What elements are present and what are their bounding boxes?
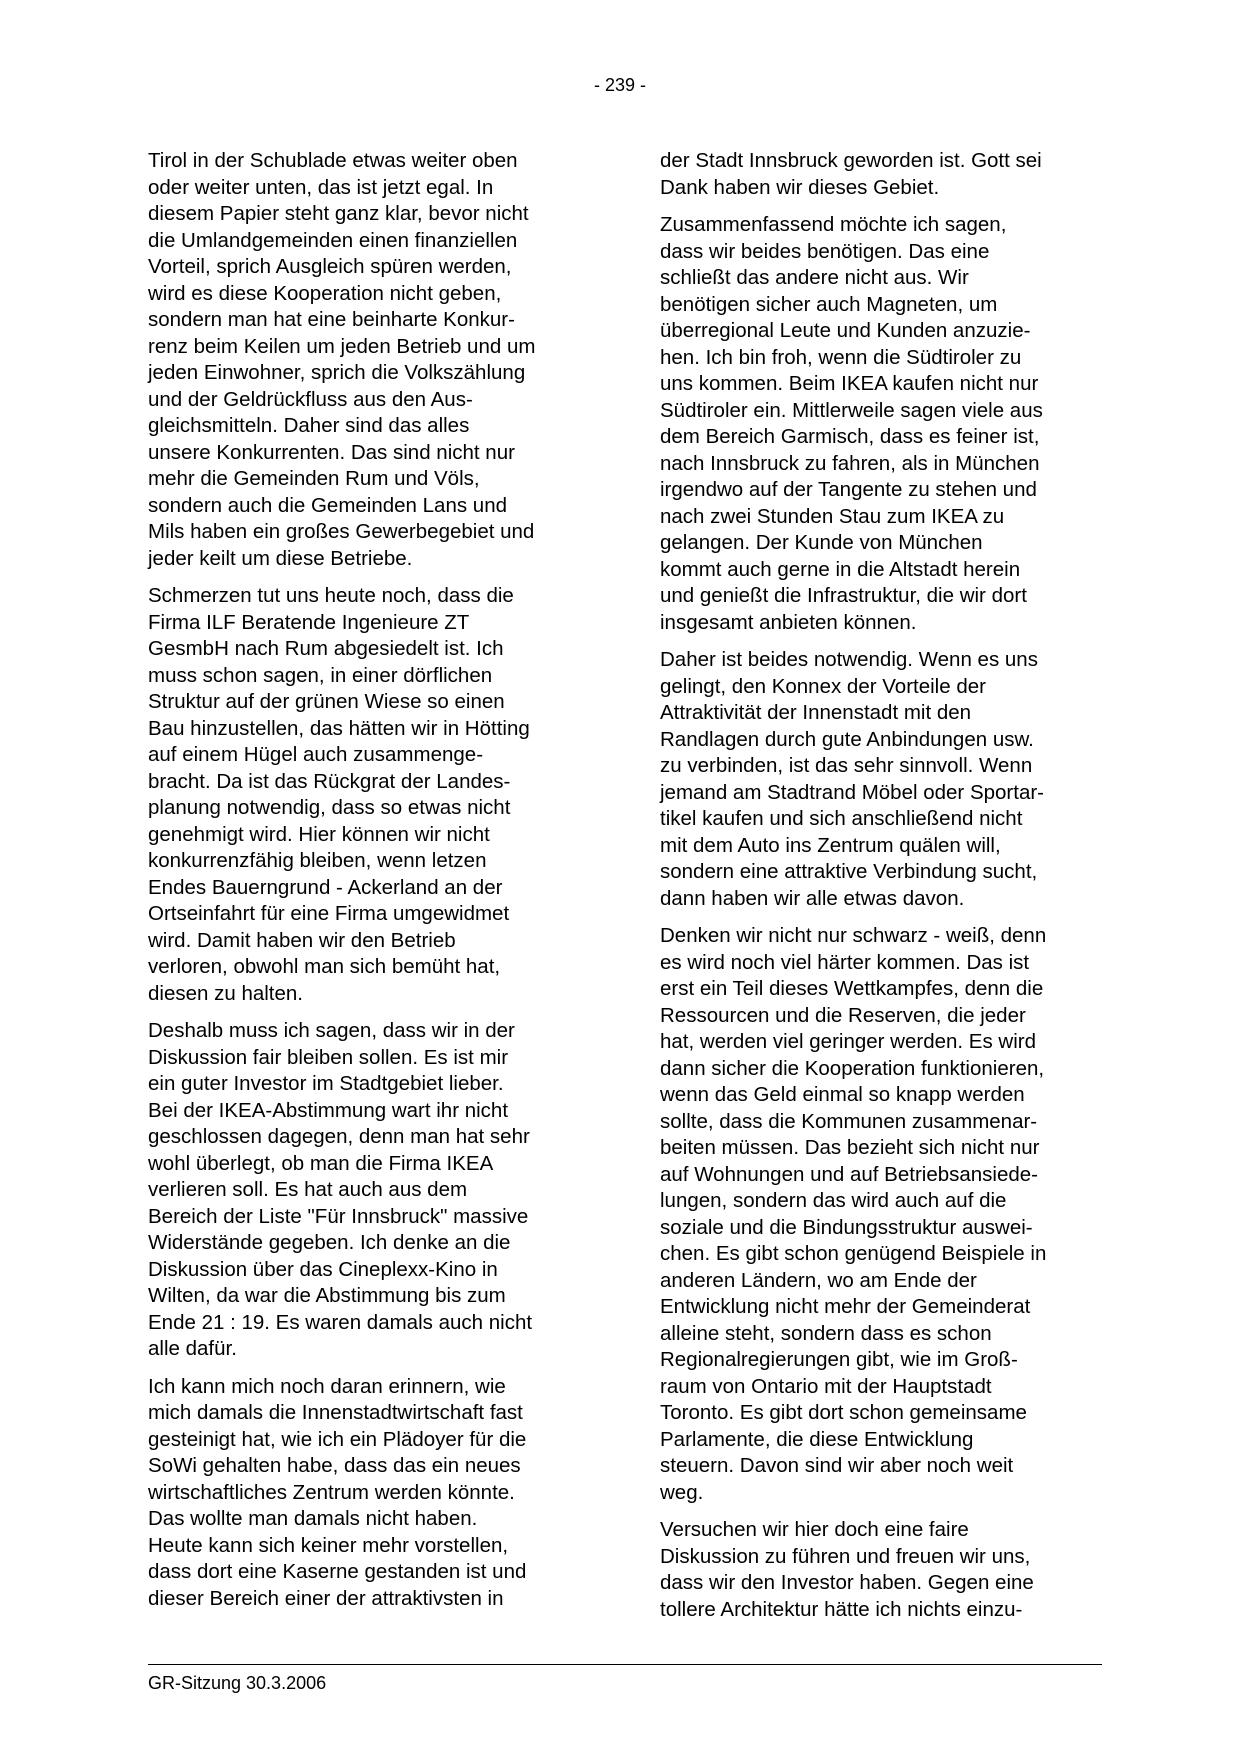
text-line: Attraktivität der Innenstadt mit den [660, 701, 972, 724]
text-line: oder weiter unten, das ist jetzt egal. In [148, 175, 494, 199]
text-line: Zusammenfassend möchte ich sagen, [660, 213, 1007, 236]
footer-divider [148, 1664, 1102, 1665]
text-line: dass wir den Investor haben. Gegen eine [660, 1571, 1034, 1594]
text-line: sondern eine attraktive Verbindung sucht, [660, 860, 1038, 883]
text-line: Ich kann mich noch daran erinnern, wie [148, 1374, 506, 1398]
text-line: verlieren soll. Es hat auch aus dem [148, 1178, 468, 1201]
text-line: Regionalregierungen gibt, wie im Groß- [660, 1348, 1018, 1371]
text-line: diesem Papier steht ganz klar, bevor nicht [148, 202, 529, 225]
text-line: Tirol in der Schublade etwas weiter oben [148, 149, 518, 172]
text-line: diesen zu halten. [148, 981, 304, 1005]
paragraph [660, 1517, 1100, 1623]
text-line: bracht. Da ist das Rückgrat der Landes- [148, 769, 511, 793]
text-line: zu verbinden, ist das sehr sinnvoll. Wenn [660, 754, 1033, 777]
text-line: ein guter Investor im Stadtgebiet lieber. [148, 1072, 504, 1095]
text-line: wird. Damit haben wir den Betrieb [148, 928, 456, 952]
text-line: alle dafür. [148, 1337, 237, 1360]
text-line: schließt das andere nicht aus. Wir [660, 266, 969, 289]
text-line: soziale und die Bindungsstruktur auswei- [660, 1215, 1033, 1239]
text-line: uns kommen. Beim IKEA kaufen nicht nur [660, 372, 1039, 395]
text-line: Das wollte man damals nicht haben. [148, 1507, 478, 1530]
text-line: renz beim Keilen um jeden Betrieb und um [148, 334, 536, 358]
text-line: nach Innsbruck zu fahren, als in München [660, 451, 1040, 475]
left-column [148, 148, 590, 1623]
text-line: dass wir beides benötigen. Das eine [660, 239, 990, 263]
text-line: tollere Architektur hätte ich nichts einzu- [660, 1597, 1023, 1621]
text-line: benötigen sicher auch Magneten, um [660, 292, 998, 316]
text-line: weg. [660, 1480, 704, 1504]
text-line: Diskussion fair bleiben sollen. Es ist mir [148, 1045, 509, 1069]
paragraph [148, 1018, 590, 1363]
text-line: gelingt, den Konnex der Vorteile der [660, 674, 986, 698]
text-line: Dank haben wir dieses Gebiet. [660, 175, 940, 199]
text-line: jemand am Stadtrand Möbel oder Sportar- [660, 780, 1045, 804]
text-line: Versuchen wir hier doch eine faire [660, 1518, 969, 1541]
text-line: steuern. Davon sind wir aber noch weit [660, 1454, 1014, 1477]
text-line: Schmerzen tut uns heute noch, dass die [148, 584, 514, 607]
text-line: Heute kann sich keiner mehr vorstellen, [148, 1533, 509, 1557]
text-line: Randlagen durch gute Anbindungen usw. [660, 727, 1034, 751]
text-line: Südtiroler ein. Mittlerweile sagen viele aus [660, 398, 1043, 422]
text-line: planung notwendig, dass so etwas nicht [148, 796, 511, 819]
text-line: Denken wir nicht nur schwarz - weiß, denn [660, 924, 1047, 947]
text-line: chen. Es gibt schon genügend Beispiele in [660, 1242, 1047, 1265]
text-line: Bei der IKEA-Abstimmung wart ihr nicht [148, 1098, 509, 1122]
paragraph [148, 583, 590, 1007]
text-line: Entwicklung nicht mehr der Gemeinderat [660, 1295, 1031, 1318]
text-line: Ortseinfahrt für eine Firma umgewidmet [148, 902, 510, 925]
text-line: mehr die Gemeinden Rum und Völs, [148, 467, 480, 490]
text-line: Struktur auf der grünen Wiese so einen [148, 690, 505, 713]
text-line: alleine steht, sondern dass es schon [660, 1321, 992, 1345]
text-line: Parlamente, die diese Entwicklung [660, 1427, 974, 1451]
text-line: konkurrenzfähig bleiben, wenn letzen [148, 849, 487, 872]
paragraph [660, 212, 1100, 636]
text-line: wohl überlegt, ob man die Firma IKEA [148, 1151, 494, 1175]
text-line: es wird noch viel härter kommen. Das ist [660, 950, 1030, 974]
text-line: Deshalb muss ich sagen, dass wir in der [148, 1019, 515, 1042]
paragraph [148, 148, 590, 572]
right-column [660, 148, 1100, 1634]
text-line: hen. Ich bin froh, wenn die Südtiroler zu [660, 345, 1022, 369]
text-line: Wilten, da war die Abstimmung bis zum [148, 1284, 506, 1307]
text-line: tikel kaufen und sich anschließend nicht [660, 807, 1023, 830]
text-line: und der Geldrückfluss aus den Aus- [148, 387, 473, 411]
text-line: überregional Leute und Kunden anzuzie- [660, 319, 1031, 342]
text-line: auf einem Hügel auch zusammenge- [148, 743, 484, 766]
text-line: dann sicher die Kooperation funktionieren, [660, 1056, 1045, 1080]
text-line: jeden Einwohner, sprich die Volkszählung [148, 361, 526, 384]
text-line: der Stadt Innsbruck geworden ist. Gott sei [660, 149, 1042, 172]
text-line: jeder keilt um diese Betriebe. [148, 546, 413, 570]
text-line: dass dort eine Kaserne gestanden ist und [148, 1560, 527, 1583]
text-line: muss schon sagen, in einer dörflichen [148, 663, 493, 687]
text-line: gelangen. Der Kunde von München [660, 531, 983, 554]
text-line: wird es diese Kooperation nicht geben, [148, 281, 502, 305]
text-line: sollte, dass die Kommunen zusammenar- [660, 1109, 1038, 1133]
text-line: dem Bereich Garmisch, dass es feiner ist, [660, 425, 1040, 448]
text-line: anderen Ländern, wo am Ende der [660, 1268, 977, 1292]
text-line: unsere Konkurrenten. Das sind nicht nur [148, 440, 515, 464]
text-line: irgendwo auf der Tangente zu stehen und [660, 478, 1037, 501]
text-line: Mils haben ein großes Gewerbegebiet und [148, 520, 535, 543]
paragraph [148, 1374, 590, 1613]
text-line: auf Wohnungen und auf Betriebsansiede- [660, 1162, 1039, 1186]
page-number: - 239 - [593, 75, 647, 95]
text-line: Widerstände gegeben. Ich denke an die [148, 1231, 511, 1254]
text-line: gleichsmitteln. Daher sind das alles [148, 414, 470, 437]
paragraph [660, 647, 1100, 912]
text-line: lungen, sondern das wird auch auf die [660, 1189, 1007, 1212]
text-line: Bau hinzustellen, das hätten wir in Hötting [148, 716, 530, 740]
text-line: Bereich der Liste "Für Innsbruck" massive [148, 1204, 529, 1228]
text-line: Ende 21 : 19. Es waren damals auch nicht [148, 1310, 533, 1334]
text-line: und genießt die Infrastruktur, die wir dort [660, 584, 1027, 607]
text-line: wirtschaftliches Zentrum werden könnte. [148, 1480, 515, 1504]
text-line: wenn das Geld einmal so knapp werden [660, 1083, 1025, 1106]
text-line: hat, werden viel geringer werden. Es wird [660, 1030, 1037, 1053]
text-line: raum von Ontario mit der Hauptstadt [660, 1374, 992, 1398]
text-line: gesteinigt hat, wie ich ein Plädoyer für die [148, 1427, 527, 1451]
text-line: erst ein Teil dieses Wettkampfes, denn die [660, 977, 1044, 1000]
text-line: dieser Bereich einer der attraktivsten in [148, 1586, 504, 1610]
text-line: Toronto. Es gibt dort schon gemeinsame [660, 1401, 1027, 1424]
text-line: mit dem Auto ins Zentrum quälen will, [660, 833, 1001, 857]
text-line: geschlossen dagegen, denn man hat sehr [148, 1125, 530, 1148]
text-line: Vorteil, sprich Ausgleich spüren werden, [148, 255, 512, 278]
text-line: genehmigt wird. Hier können wir nicht [148, 822, 490, 846]
paragraph [660, 923, 1100, 1506]
text-line: sondern auch die Gemeinden Lans und [148, 493, 508, 517]
text-line: dann haben wir alle etwas davon. [660, 886, 965, 910]
text-line: kommt auch gerne in die Altstadt herein [660, 557, 1021, 581]
text-line: Ressourcen und die Reserven, die jeder [660, 1003, 1026, 1027]
footer-session-date: GR-Sitzung 30.3.2006 [148, 1673, 327, 1693]
text-line: beiten müssen. Das bezieht sich nicht nur [660, 1136, 1040, 1159]
text-line: GesmbH nach Rum abgesiedelt ist. Ich [148, 637, 504, 660]
text-line: Endes Bauerngrund - Ackerland an der [148, 875, 503, 899]
text-line: Firma ILF Beratende Ingenieure ZT [148, 610, 470, 634]
paragraph [660, 148, 1100, 201]
text-line: nach zwei Stunden Stau zum IKEA zu [660, 504, 1005, 528]
text-line: insgesamt anbieten können. [660, 610, 917, 634]
text-line: Diskussion über das Cineplexx-Kino in [148, 1257, 498, 1281]
text-line: sondern man hat eine beinharte Konkur- [148, 308, 515, 331]
text-line: mich damals die Innenstadtwirtschaft fast [148, 1401, 523, 1424]
text-line: Diskussion zu führen und freuen wir uns, [660, 1544, 1031, 1568]
text-line: SoWi gehalten habe, dass das ein neues [148, 1454, 521, 1477]
text-line: die Umlandgemeinden einen finanziellen [148, 228, 518, 252]
text-line: Daher ist beides notwendig. Wenn es uns [660, 648, 1038, 671]
text-line: verloren, obwohl man sich bemüht hat, [148, 955, 501, 978]
